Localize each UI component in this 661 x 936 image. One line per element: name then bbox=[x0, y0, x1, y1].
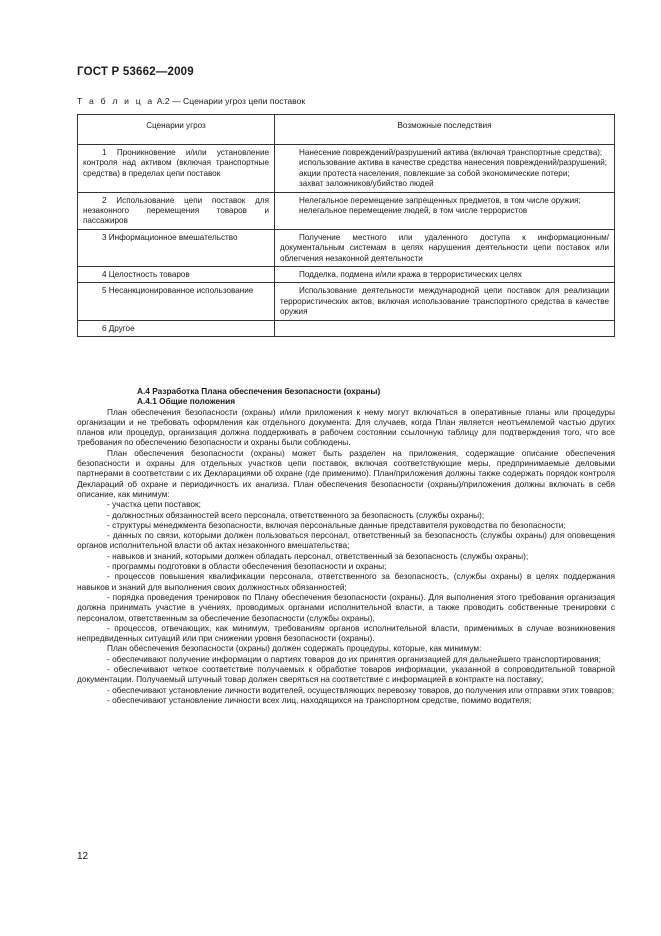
table-row bbox=[78, 267, 615, 283]
list-item: - участка цепи поставок; bbox=[107, 499, 201, 510]
consequence-item: нелегальное перемещение людей, в том числе террористов bbox=[299, 206, 528, 216]
column-header-consequences: Возможные последствия bbox=[275, 115, 615, 145]
paragraph: План обеспечения безопасности (охраны) и/или приложения к нему могут включаться в оперативные планы или процедуры организации и не требовать оформления как отдельного документа. Для случаев, когда План является неотъемлемой частью других планов или процедур, организация должна поддерживать в рабочем состоянии ссылочную таблицу для подтверждения того, что все требования по обеспечению безопасности и охраны были соблюдены. bbox=[77, 406, 615, 448]
consequence-item: Нанесение повреждений/разрушений актива (включая транспортные средства); bbox=[299, 148, 603, 157]
list-item: - навыков и знаний, которыми должен обладать персонал, ответственный за безопасность (службы охраны); bbox=[107, 550, 529, 561]
list-item: - данных по связи, которыми должен пользоваться персонал, ответственный за безопасность (службы охраны) для оповещения органов исполнительной власти об актах незаконного вмешательства; bbox=[77, 530, 615, 551]
table-row bbox=[78, 320, 615, 336]
scenario-cell: 6 Другое bbox=[78, 320, 275, 336]
consequence-item: захват заложников/убийство людей bbox=[299, 179, 434, 189]
list-item: - обеспечивают получение информации о партиях товаров до их принятия организацией для дальнейшего транспортирования; bbox=[107, 653, 601, 664]
scenario-cell: 3 Информационное вмешательство bbox=[78, 229, 275, 266]
paragraph: План обеспечения безопасности (охраны) должен содержать процедуры, которые, как минимум: bbox=[107, 643, 482, 654]
scenario-cell: 2 Использование цепи поставок для незаконного перемещения товаров и пассажиров bbox=[78, 192, 275, 229]
list-item: - обеспечивают четкое соответствие получаемых к обработке товаров информации, указанной в сопроводительной товарной документации. Получаемый штучный товар должен сверяться на соответствие с информацией в контракте на поставку; bbox=[77, 664, 615, 685]
table-row bbox=[78, 145, 615, 193]
list-item: - должностных обязанностей всего персонала, ответственного за безопасность (службы охраны); bbox=[107, 509, 485, 520]
consequence-item: Подделка, подмена и/или кража в террористических целях bbox=[299, 270, 522, 280]
list-item: - процессов, отвечающих, как минимум, требованиям органов исполнительной власти, применимых в случае возникновения непредвиденных ситуаций или при снижении уровня безопасности (охраны). bbox=[77, 622, 615, 644]
list-item: - порядка проведения тренировок по Плану обеспечения безопасности (охраны). Для выполнения этого требования организация должна принимать участие в учениях, проводимых органами исполнительной власти, а также проводить собственные тренировки с персоналом, ответственным за обеспечение безопасности (службы охраны), bbox=[77, 591, 615, 623]
threat-scenarios-table bbox=[77, 114, 615, 337]
consequences-cell bbox=[275, 145, 615, 193]
table-row bbox=[78, 192, 615, 229]
consequence-item: Использование деятельности международной цепи поставок для реализации террористических актов, включая использование транспортного средства в качестве оружия bbox=[280, 286, 609, 317]
column-header-scenarios: Сценарии угроз bbox=[78, 115, 275, 145]
consequences-cell bbox=[275, 192, 615, 229]
list-item: - обеспечивают установление личности всех лиц, находящихся на транспортном средстве, помимо водителя; bbox=[107, 694, 532, 705]
table-row bbox=[78, 283, 615, 320]
section-heading: А.4 Разработка Плана обеспечения безопасности (охраны) bbox=[137, 386, 381, 396]
consequence-item: Нелегальное перемещение запрещенных предметов, в том числе оружия; bbox=[299, 195, 581, 205]
scenario-cell: 1 Проникновение и/или установление контроля над активом (включая транспортные средства) в пределах цепи поставок bbox=[78, 145, 275, 193]
section-body bbox=[77, 386, 615, 705]
page-number: 12 bbox=[77, 851, 89, 862]
consequences-cell bbox=[275, 320, 615, 336]
scenario-cell: 5 Несанкционированное использование bbox=[78, 283, 275, 320]
standard-header: ГОСТ Р 53662—2009 bbox=[77, 66, 194, 78]
consequence-item: акции протеста населения, повлекшие за собой экономические потери; bbox=[299, 168, 570, 178]
table-row bbox=[78, 229, 615, 266]
table-caption-title: А.2 — Сценарии угроз цепи поставок bbox=[154, 96, 306, 106]
list-item: - программы подготовки в области обеспечения безопасности и охраны; bbox=[107, 561, 387, 572]
consequence-item: использование актива в качестве средства нанесения повреждений/разрушений; bbox=[299, 158, 608, 168]
list-item: - обеспечивают установление личности водителей, осуществляющих перевозку товаров, до получения или отправки этих товаров; bbox=[107, 684, 614, 695]
consequences-cell bbox=[275, 229, 615, 266]
paragraph: План обеспечения безопасности (охраны) может быть разделен на приложения, содержащие описание обеспечения безопасности и охраны для отдельных участков цепи поставок, включая соответствующие меры, предпринимаемые деловыми партнерами в соответствии с их Декларациями об охране (где применимо). План/приложения должны также содержать порядок контроля Деклараций об охране и периодичность их анализа. План обеспечения безопасности (охраны)/приложения должны включать в себя описание, как минимум: bbox=[77, 447, 615, 499]
table-caption-prefix: Т а б л и ц а bbox=[77, 96, 155, 106]
consequence-item: Получение местного или удаленного доступа к информационным/документальным системам в целях нарушения деятельности цепи поставок или облегчения незаконной деятельности bbox=[280, 232, 609, 263]
consequences-cell bbox=[275, 283, 615, 320]
consequences-cell bbox=[275, 267, 615, 283]
table-header-row bbox=[78, 115, 615, 145]
subsection-heading: А.4.1 Общие положения bbox=[137, 396, 236, 407]
table-caption bbox=[77, 96, 305, 106]
list-item: - процессов повышения квалификации персонала, ответственного за безопасность, (службы охраны) в целях поддержания навыков и знаний для выполнения своих должностных обязанностей; bbox=[77, 571, 615, 592]
list-item: - структуры менеджмента безопасности, включая персональные данные представителя руководства по безопасности; bbox=[107, 519, 566, 530]
scenario-cell: 4 Целостность товаров bbox=[78, 267, 275, 283]
